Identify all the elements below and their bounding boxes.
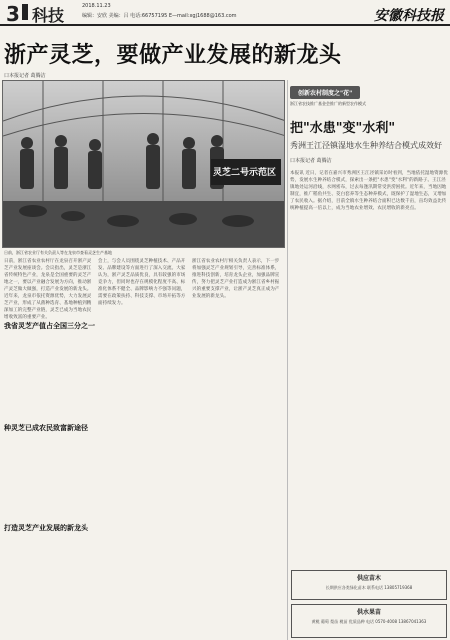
subhead-1: 我省灵芝产值占全国三分之一 — [4, 322, 95, 330]
sidebar-byline: 口本报记者 葛腾洁 — [290, 158, 332, 164]
body-text: 浙江省农业农村厅相关负责人表示，下一步将加强灵芝产业规划引导，完善标准体系，推进科技创新，培育龙头企业，加强品牌宣传，努力把灵芝产业打造成为浙江省乡村振兴的重要支撑产业，让浙产灵芝真正成为产业发展的新龙头。 — [192, 259, 280, 299]
ad-text: 黄桃 葡萄 梨苗 桃苗 优质品种 电话 0570-4008 13867041363 — [311, 619, 427, 624]
issue-date: 2018.11.23 — [82, 3, 111, 9]
body-text: 日前，浙江省农业农村厅在龙泉召开浙产灵芝产业发展座谈会。会议指出，灵芝是浙江省传统特色产业，龙泉是全国重要的灵芝产地之一，要以产业融合发展为方向，推动浙产灵芝做大做强，打造产业发展的新龙头。近年来，龙泉市依托资源优势，大力发展灵芝产业，形成了从菌种选育、基地种植到精深加工的完整产业链，灵芝已成为当地农民增收致富的重要产业。 — [4, 259, 92, 320]
page-header — [0, 0, 450, 26]
body-text: 会上，与会人员围绕灵芝种植技术、产品开发、品牌建设等方面进行了深入交流。大家认为，浙产灵芝品质优良，具有较强的市场竞争力，但同时也存在规模化程度不高、标准化体系不健全、品牌影响力不强等问题，需要在政策扶持、科技支撑、市场开拓等方面持续发力。 — [98, 259, 186, 306]
ad-box-2 — [291, 604, 447, 638]
section-marker — [22, 4, 28, 20]
section-title: 科技 — [32, 6, 65, 25]
article-photo — [2, 80, 285, 248]
sidebar-subtitle: 秀洲王江泾镇湿地水生种养结合模式成效好 — [290, 141, 442, 150]
article-byline: 口本报记者 葛腾洁 — [4, 73, 46, 79]
photo-caption: 日前，浙江省农业厅有关负责人等在龙泉市查看灵芝生产基地 — [4, 250, 112, 255]
column-divider — [287, 80, 288, 640]
ad-text: 长期供应各类绿化苗木 联系电话 13805719368 — [325, 585, 413, 590]
sidebar-article — [290, 80, 448, 212]
ad-title: 供水果苗 — [356, 609, 381, 616]
ad-box-1 — [291, 570, 447, 600]
body-column-3 — [192, 258, 280, 300]
body-column-2 — [98, 258, 186, 307]
sidebar-tag-sub: 浙江省农技推广基金会推广的新型农作模式 — [290, 101, 366, 106]
plot-sign: 灵芝二号示范区 — [213, 168, 277, 178]
article-headline: 浙产灵芝，要做产业发展的新龙头 — [4, 43, 342, 68]
editor-contacts: 编辑：安欣 美编：吕 电话:66757195 E—mail:xgj1688@163.com — [82, 13, 237, 19]
newspaper-brand: 安徽科技报 — [374, 8, 444, 24]
ad-title: 供应苗木 — [356, 575, 381, 582]
body-column-1 — [4, 258, 92, 321]
subhead-2: 种灵芝已成农民致富新途径 — [4, 424, 88, 432]
sidebar-tag: 创新农村制度之"花" — [290, 86, 360, 99]
subhead-3: 打造灵芝产业发展的新龙头 — [4, 524, 88, 532]
sidebar-title: 把"水患"变"水利" — [290, 121, 396, 136]
sidebar-body: 本报讯 近日，记者在嘉兴市秀洲区王江泾镇采访时看到，当地依托湿地资源优势，发展水生种养结合模式，探索出一条把"水患"变"水利"的新路子。王江泾镇地处运河沿线，水网密布，过去每逢汛期常受洪涝困扰。近年来，当地因地制宜，推广稻鱼共生、茭白套养等生态种养模式，既保护了湿地生态，又增加了农民收入。据介绍，目前全镇水生种养结合面积已达数千亩，亩均效益比传统种植提高一倍以上，成为当地农业增效、农民增收的新亮点。 — [290, 171, 448, 211]
page-number: 3 — [6, 2, 20, 26]
